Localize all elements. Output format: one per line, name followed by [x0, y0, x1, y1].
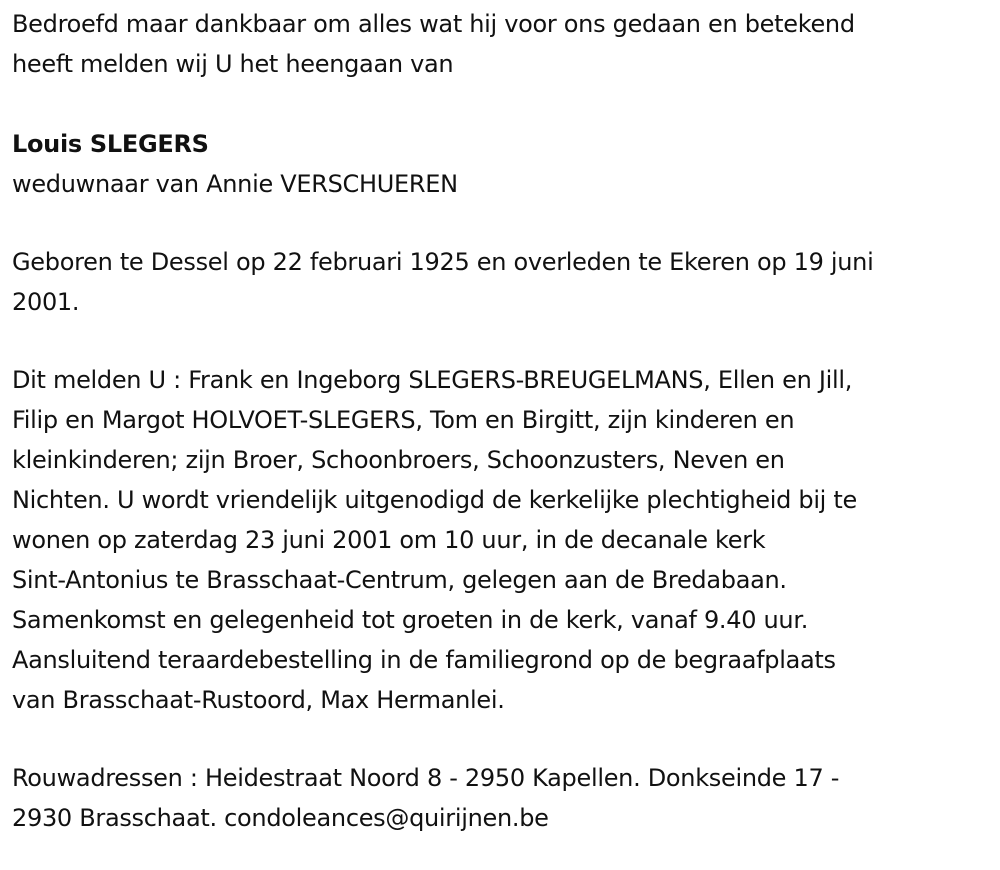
family-paragraph	[12, 360, 987, 720]
widower-line: weduwnaar van Annie VERSCHUEREN	[12, 170, 458, 198]
family-line: wonen op zaterdag 23 juni 2001 om 10 uur, in de decanale kerk	[12, 526, 766, 554]
birth-death-paragraph	[12, 242, 987, 322]
deceased-name: Louis SLEGERS	[12, 130, 209, 158]
family-line: Filip en Margot HOLVOET-SLEGERS, Tom en Birgitt, zijn kinderen en	[12, 406, 795, 434]
address-city: 2930 Brasschaat.	[12, 804, 225, 832]
family-line: Samenkomst en gelegenheid tot groeten in de kerk, vanaf 9.40 uur.	[12, 606, 809, 634]
address-line	[12, 798, 987, 838]
death-notice	[12, 4, 987, 838]
family-line: van Brasschaat-Rustoord, Max Hermanlei.	[12, 686, 505, 714]
birth-line: Geboren te Dessel op 22 februari 1925 en overleden te Ekeren op 19 juni	[12, 248, 874, 276]
family-line: Aansluitend teraardebestelling in de familiegrond op de begraafplaats	[12, 646, 836, 674]
family-line: Nichten. U wordt vriendelijk uitgenodigd de kerkelijke plechtigheid bij te	[12, 486, 857, 514]
family-line: Sint-Antonius te Brasschaat-Centrum, gelegen aan de Bredabaan.	[12, 566, 787, 594]
address-line: Rouwadressen : Heidestraat Noord 8 - 2950 Kapellen. Donkseinde 17 -	[12, 764, 840, 792]
condolence-email-link[interactable]: condoleances@quirijnen.be	[224, 804, 549, 832]
intro-line: heeft melden wij U het heengaan van	[12, 50, 454, 78]
intro-line: Bedroefd maar dankbaar om alles wat hij voor ons gedaan en betekend	[12, 10, 855, 38]
address-paragraph	[12, 758, 987, 838]
intro-paragraph	[12, 4, 987, 84]
family-line: Dit melden U : Frank en Ingeborg SLEGERS-BREUGELMANS, Ellen en Jill,	[12, 366, 853, 394]
family-line: kleinkinderen; zijn Broer, Schoonbroers, Schoonzusters, Neven en	[12, 446, 785, 474]
birth-line: 2001.	[12, 288, 80, 316]
